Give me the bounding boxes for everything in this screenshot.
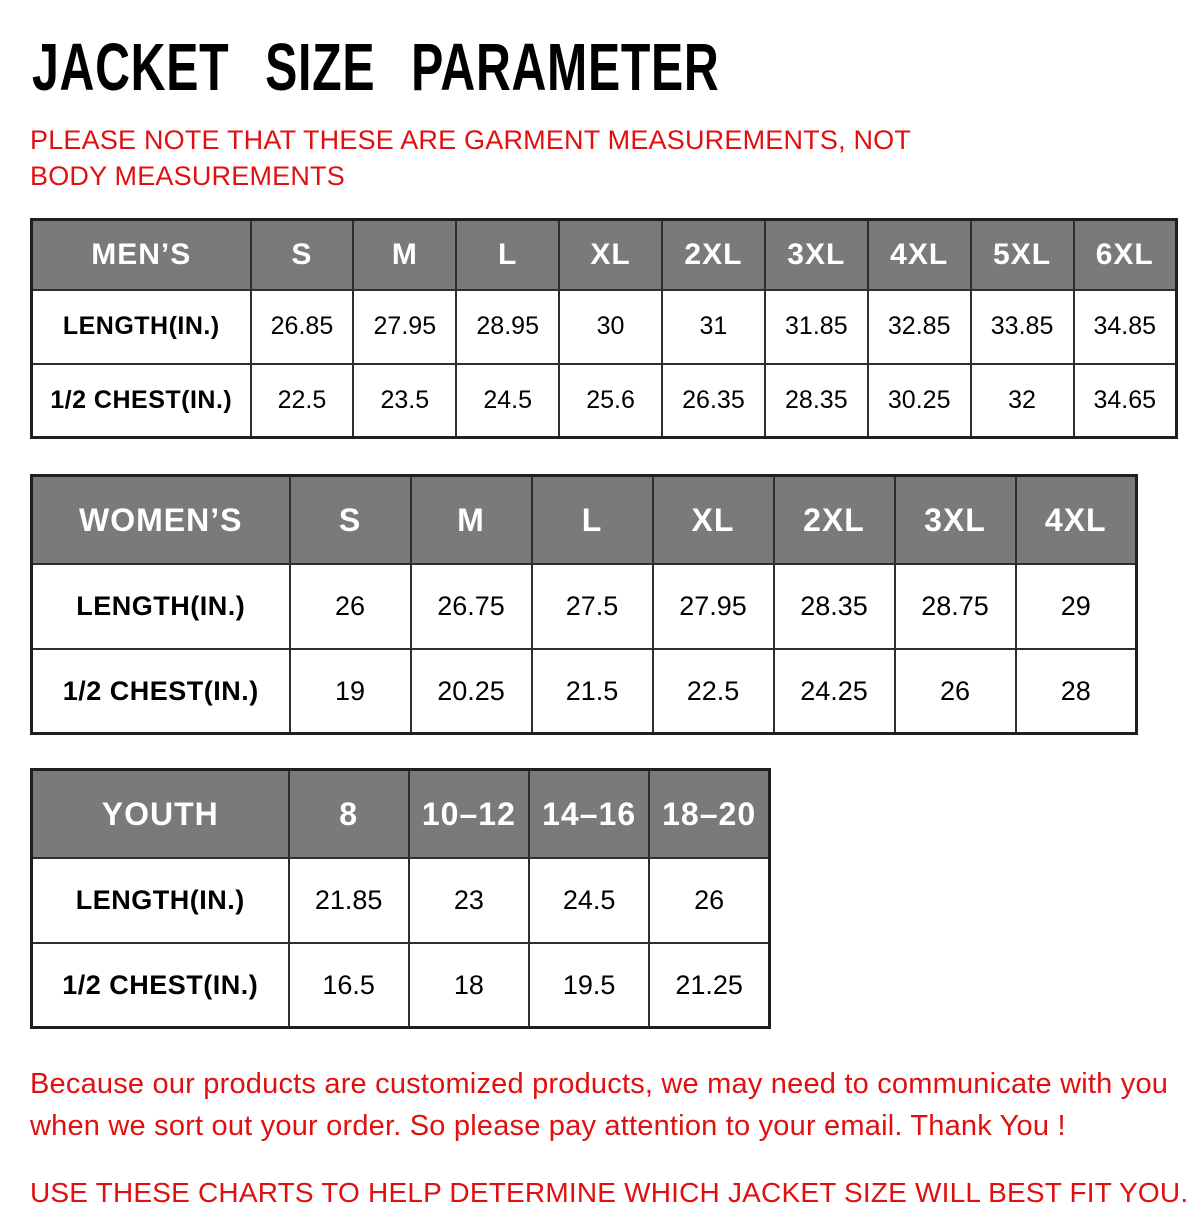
row-label-cell: 1/2 CHEST(IN.) (32, 943, 289, 1028)
value-cell: 27.95 (353, 290, 456, 364)
value-cell: 21.25 (649, 943, 769, 1028)
size-header-cell: 3XL (895, 476, 1016, 564)
value-cell: 28.35 (774, 564, 895, 649)
page-title: JACKET SIZE PARAMETER (32, 30, 720, 105)
value-cell: 26.35 (662, 364, 765, 438)
value-cell: 26.85 (251, 290, 354, 364)
table-title-cell: YOUTH (32, 770, 289, 858)
value-cell: 26 (649, 858, 769, 943)
size-header-cell: 14–16 (529, 770, 649, 858)
value-cell: 31 (662, 290, 765, 364)
value-cell: 19 (290, 649, 411, 734)
table-row (32, 564, 1137, 649)
size-header-cell: 10–12 (409, 770, 529, 858)
value-cell: 33.85 (971, 290, 1074, 364)
size-header-cell: S (251, 220, 354, 290)
size-header-cell: S (290, 476, 411, 564)
table-row (32, 290, 1177, 364)
value-cell: 21.5 (532, 649, 653, 734)
value-cell: 32 (971, 364, 1074, 438)
value-cell: 27.95 (653, 564, 774, 649)
size-header-cell: XL (653, 476, 774, 564)
row-label-cell: 1/2 CHEST(IN.) (32, 364, 251, 438)
row-label-cell: 1/2 CHEST(IN.) (32, 649, 290, 734)
size-header-cell: L (532, 476, 653, 564)
mens-size-table-section (30, 218, 1175, 439)
footer-notes (30, 1063, 1189, 1209)
size-header-cell: 4XL (1016, 476, 1137, 564)
value-cell: 32.85 (868, 290, 971, 364)
header-row (32, 220, 1177, 290)
size-header-cell: 6XL (1074, 220, 1177, 290)
value-cell: 23.5 (353, 364, 456, 438)
size-header-cell: 18–20 (649, 770, 769, 858)
size-header-cell: 4XL (868, 220, 971, 290)
size-header-cell: 5XL (971, 220, 1074, 290)
chart-usage-note: USE THESE CHARTS TO HELP DETERMINE WHICH JACKET SIZE WILL BEST FIT YOU. (30, 1177, 1189, 1209)
value-cell: 23 (409, 858, 529, 943)
size-header-cell: 2XL (662, 220, 765, 290)
table-title-cell: MEN’S (32, 220, 251, 290)
value-cell: 22.5 (251, 364, 354, 438)
youth-size-table (30, 768, 771, 1029)
womens-size-table-section (30, 474, 1175, 735)
table-title-cell: WOMEN’S (32, 476, 290, 564)
value-cell: 24.25 (774, 649, 895, 734)
value-cell: 16.5 (289, 943, 409, 1028)
value-cell: 26 (895, 649, 1016, 734)
size-header-cell: 3XL (765, 220, 868, 290)
value-cell: 18 (409, 943, 529, 1028)
value-cell: 26 (290, 564, 411, 649)
table-row (32, 858, 770, 943)
value-cell: 27.5 (532, 564, 653, 649)
value-cell: 30 (559, 290, 662, 364)
table-row (32, 649, 1137, 734)
customization-notice: Because our products are customized products, we may need to communicate with you when we sort out your order. So please pay attention to your email. Thank You ! (30, 1068, 1169, 1143)
youth-size-table-section (30, 768, 1175, 1029)
table-row (32, 364, 1177, 438)
row-label-cell: LENGTH(IN.) (32, 290, 251, 364)
size-header-cell: M (411, 476, 532, 564)
size-header-cell: 2XL (774, 476, 895, 564)
size-header-cell: M (353, 220, 456, 290)
header-row (32, 476, 1137, 564)
value-cell: 28.35 (765, 364, 868, 438)
value-cell: 28.95 (456, 290, 559, 364)
row-label-cell: LENGTH(IN.) (32, 858, 289, 943)
header-row (32, 770, 770, 858)
value-cell: 24.5 (529, 858, 649, 943)
value-cell: 34.85 (1074, 290, 1177, 364)
value-cell: 24.5 (456, 364, 559, 438)
size-header-cell: L (456, 220, 559, 290)
value-cell: 31.85 (765, 290, 868, 364)
size-header-cell: XL (559, 220, 662, 290)
value-cell: 28 (1016, 649, 1137, 734)
value-cell: 25.6 (559, 364, 662, 438)
value-cell: 30.25 (868, 364, 971, 438)
value-cell: 34.65 (1074, 364, 1177, 438)
garment-measurement-note: PLEASE NOTE THAT THESE ARE GARMENT MEASUREMENTS, NOT BODY MEASUREMENTS (30, 125, 911, 191)
value-cell: 28.75 (895, 564, 1016, 649)
table-row (32, 943, 770, 1028)
row-label-cell: LENGTH(IN.) (32, 564, 290, 649)
value-cell: 29 (1016, 564, 1137, 649)
value-cell: 26.75 (411, 564, 532, 649)
value-cell: 20.25 (411, 649, 532, 734)
womens-size-table (30, 474, 1138, 735)
size-header-cell: 8 (289, 770, 409, 858)
value-cell: 21.85 (289, 858, 409, 943)
mens-size-table (30, 218, 1178, 439)
value-cell: 22.5 (653, 649, 774, 734)
value-cell: 19.5 (529, 943, 649, 1028)
